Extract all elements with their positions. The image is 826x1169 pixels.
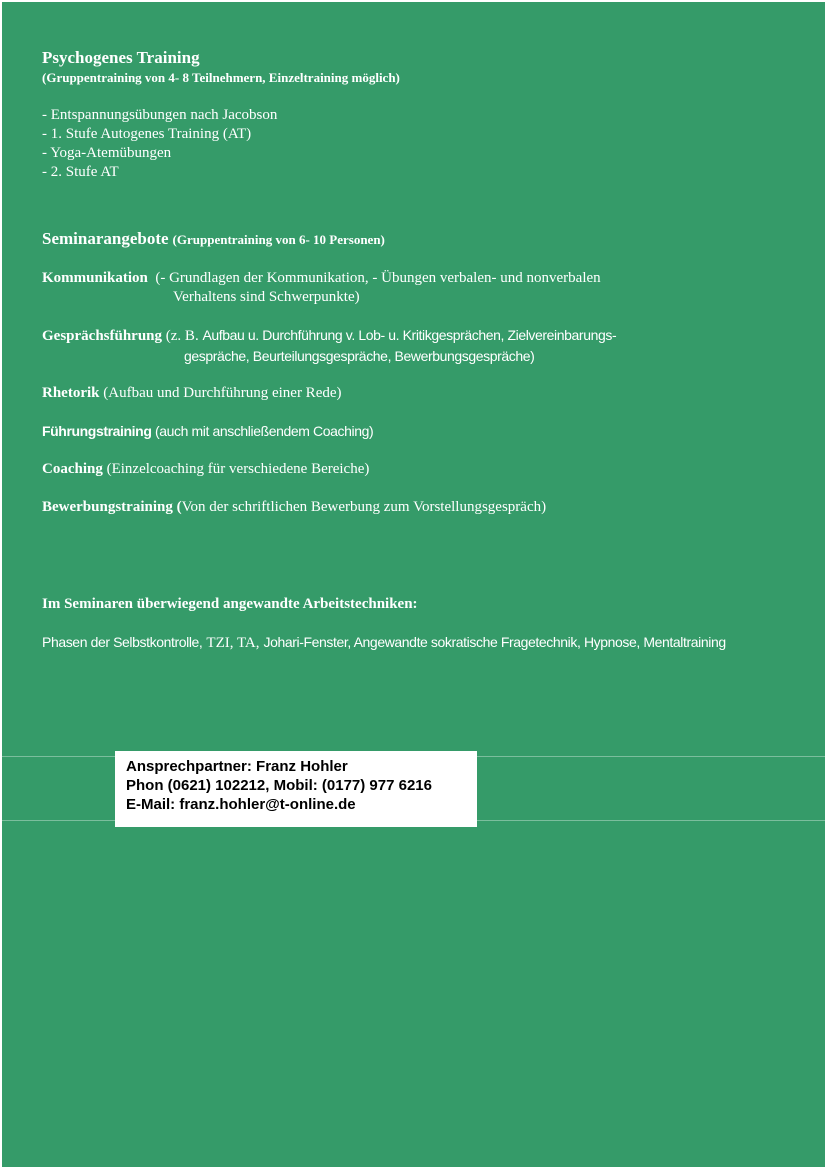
seminar-bewerbung bbox=[42, 499, 546, 516]
seminar-desc: (auch mit anschließendem Coaching) bbox=[154, 423, 374, 439]
techniques-part: Johari-Fenster, Angewandte sokratische Fragetechnik, Hypnose, Mentaltraining bbox=[263, 634, 726, 650]
flyer-page bbox=[2, 2, 825, 1167]
seminars-heading bbox=[42, 229, 385, 249]
seminar-term: Kommunikation bbox=[42, 270, 148, 286]
seminar-term: Coaching bbox=[42, 461, 103, 477]
psychogenic-subtitle: (Gruppentraining von 4- 8 Teilnehmern, Einzeltraining möglich) bbox=[42, 70, 400, 85]
seminar-desc: (- Grundlagen der Kommunikation, - Übungen verbalen- und nonverbalen bbox=[155, 270, 601, 286]
seminar-term: Gesprächsführung bbox=[42, 328, 163, 344]
seminar-desc-continued: gespräche, Beurteilungsgespräche, Bewerbungsgespräche) bbox=[184, 348, 535, 364]
seminars-subtitle: (Gruppentraining von 6- 10 Personen) bbox=[172, 232, 385, 247]
psychogenic-item: - 2. Stufe AT bbox=[42, 164, 119, 180]
seminar-term: Rhetorik bbox=[42, 385, 100, 401]
seminar-coaching bbox=[42, 461, 369, 478]
seminar-desc: (Aufbau und Durchführung einer Rede) bbox=[103, 385, 342, 401]
techniques-part: TZI, TA, bbox=[206, 635, 260, 651]
seminar-fuehrung bbox=[42, 423, 373, 439]
seminar-term: Bewerbungstraining ( bbox=[42, 499, 182, 515]
psychogenic-item: - Entspannungsübungen nach Jacobson bbox=[42, 107, 278, 123]
seminar-desc: Aufbau u. Durchführung v. Lob- u. Kritikgesprächen, Zielvereinbarungs- bbox=[202, 327, 617, 343]
psychogenic-item: - Yoga-Atemübungen bbox=[42, 145, 172, 161]
seminar-desc: Von der schriftlichen Bewerbung zum Vorstellungsgespräch) bbox=[181, 499, 547, 515]
psychogenic-item: - 1. Stufe Autogenes Training (AT) bbox=[42, 126, 252, 142]
techniques-part: Phasen der Selbstkontrolle, bbox=[42, 634, 203, 650]
seminar-gespraech bbox=[42, 327, 616, 345]
contact-person: Ansprechpartner: Franz Hohler bbox=[126, 758, 348, 775]
contact-email[interactable]: E-Mail: franz.hohler@t-online.de bbox=[126, 796, 356, 813]
seminar-desc: (Einzelcoaching für verschiedene Bereiche) bbox=[106, 461, 370, 477]
seminar-desc-continued: Verhaltens sind Schwerpunkte) bbox=[173, 289, 360, 305]
seminar-kommunikation bbox=[42, 270, 601, 287]
contact-box bbox=[115, 751, 477, 827]
techniques-list bbox=[42, 634, 726, 652]
contact-phone: Phon (0621) 102212, Mobil: (0177) 977 6216 bbox=[126, 777, 432, 794]
seminars-title: Seminarangebote bbox=[42, 229, 169, 248]
seminar-rhetorik bbox=[42, 385, 342, 402]
techniques-title: Im Seminaren überwiegend angewandte Arbeitstechniken: bbox=[42, 596, 418, 612]
psychogenic-title: Psychogenes Training bbox=[42, 48, 200, 67]
seminar-term: Führungstraining bbox=[42, 423, 152, 439]
seminar-desc-lead: (z. B. bbox=[165, 328, 199, 344]
